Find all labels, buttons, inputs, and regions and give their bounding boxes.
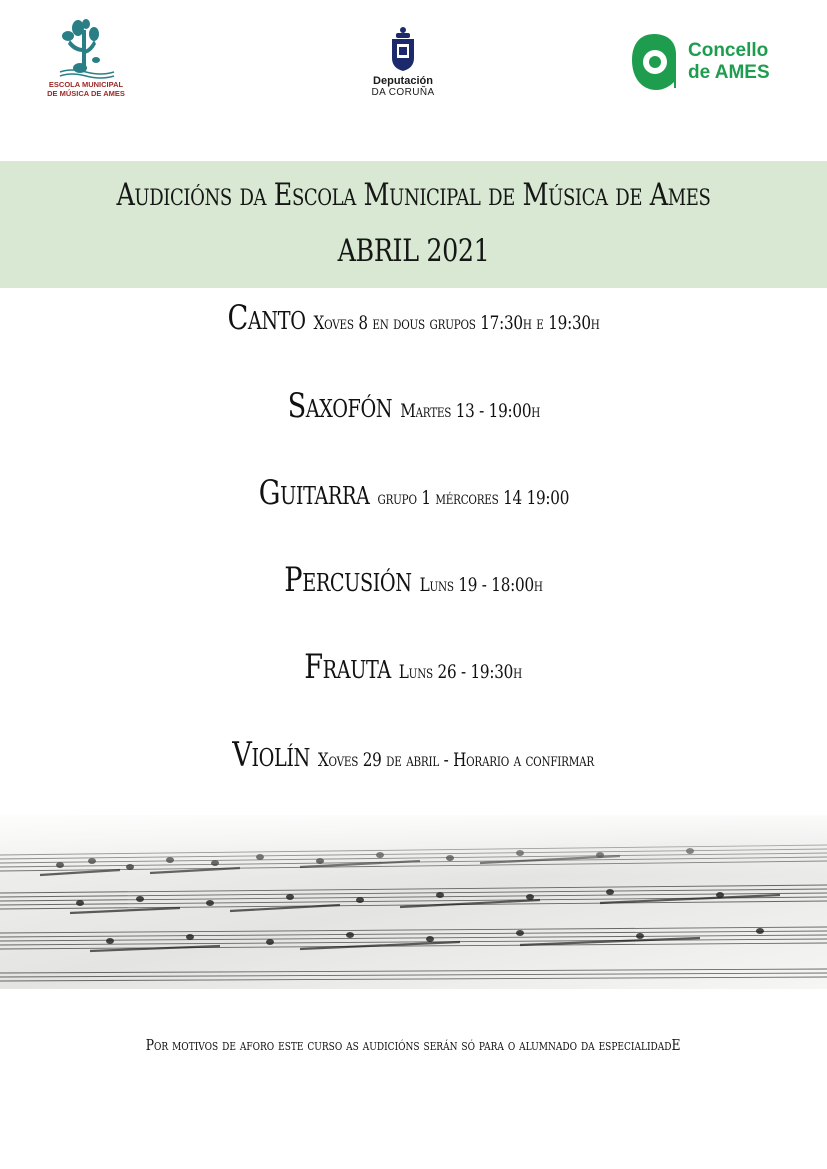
- concello-ames-logo: [630, 32, 790, 94]
- footer-note-text: Por motivos de aforo este curso as audicións serán só para o alumnado da especialidadE: [146, 1036, 681, 1054]
- audition-schedule: Martes 13 - 19:00h: [399, 400, 540, 422]
- escola-logo-line2: DE MÚSICA DE AMES: [47, 89, 125, 98]
- page-subtitle-date: ABRIL 2021: [337, 233, 490, 269]
- audition-instrument: Canto: [227, 298, 306, 338]
- audition-instrument: Frauta: [304, 647, 392, 687]
- escola-municipal-logo: [40, 18, 132, 110]
- escola-logo-line1: ESCOLA MUNICIPAL: [48, 80, 124, 89]
- audition-item-saxofon: [0, 386, 827, 426]
- audition-schedule: Luns 26 - 19:30h: [399, 661, 523, 683]
- audition-instrument: Saxofón: [287, 386, 392, 426]
- audition-schedule: Xoves 8 en dous grupos 17:30h e 19:30h: [313, 312, 600, 334]
- concello-logo-line1: Concello: [688, 40, 769, 61]
- title-banner: [0, 161, 827, 288]
- audition-instrument: Percusión: [284, 560, 412, 600]
- audition-schedule: Xoves 29 de abril - Horario a confirmar: [318, 749, 595, 771]
- deputacion-logo-line2: DA CORUÑA: [371, 87, 435, 98]
- audition-item-guitarra: [0, 473, 827, 513]
- deputacion-logo-line1: Deputación: [373, 75, 433, 87]
- footer-note: [0, 1036, 827, 1054]
- sheet-music-image: [0, 815, 827, 989]
- audition-item-violin: [0, 735, 827, 775]
- audition-schedule: Luns 19 - 18:00h: [419, 574, 543, 596]
- music-note-tree-icon: [56, 18, 116, 80]
- crest-icon: [389, 26, 417, 72]
- logo-header: [0, 0, 827, 140]
- audition-schedule: grupo 1 mércores 14 19:00: [377, 487, 569, 509]
- audition-item-frauta: [0, 647, 827, 687]
- audition-item-percusion: [0, 560, 827, 600]
- concello-logo-line2: de AMES: [688, 62, 770, 83]
- page-title: Audicións da Escola Municipal de Música de Ames: [116, 177, 711, 213]
- deputacion-logo: [366, 26, 440, 98]
- audition-instrument: Violín: [232, 735, 311, 775]
- audition-instrument: Guitarra: [258, 473, 370, 513]
- sheet-music-illustration: [0, 815, 827, 989]
- audition-item-canto: [0, 298, 827, 338]
- ames-a-icon: [630, 32, 678, 94]
